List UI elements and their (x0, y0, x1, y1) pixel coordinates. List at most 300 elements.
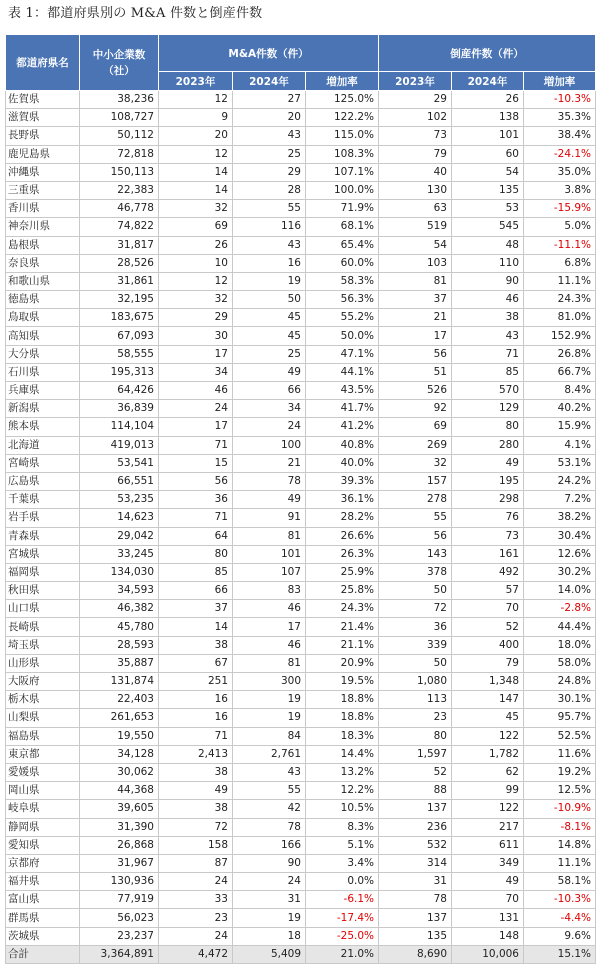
cell-bankruptcy-2023: 63 (379, 200, 452, 218)
cell-prefecture: 茨城県 (6, 927, 80, 945)
cell-ma-2024: 2,761 (233, 745, 306, 763)
cell-ma-increase-rate: 43.5% (306, 382, 379, 400)
cell-ma-2023: 71 (159, 436, 233, 454)
cell-bankruptcy-2023: 29 (379, 91, 452, 109)
cell-ma-increase-rate: 21.0% (306, 945, 379, 963)
cell-prefecture: 沖縄県 (6, 163, 80, 181)
cell-ma-2023: 26 (159, 236, 233, 254)
cell-bankruptcy-2023: 135 (379, 927, 452, 945)
cell-bankruptcy-2024: 10,006 (452, 945, 524, 963)
table-row (6, 582, 596, 600)
cell-ma-2023: 251 (159, 673, 233, 691)
cell-bankruptcy-increase-rate: 18.0% (524, 636, 596, 654)
table-row (6, 709, 596, 727)
cell-bankruptcy-increase-rate: 11.1% (524, 854, 596, 872)
cell-ma-2024: 24 (233, 873, 306, 891)
cell-sme-count: 32,195 (80, 291, 159, 309)
cell-bankruptcy-2024: 85 (452, 363, 524, 381)
table-row (6, 527, 596, 545)
cell-bankruptcy-increase-rate: 4.1% (524, 436, 596, 454)
cell-ma-2024: 16 (233, 254, 306, 272)
cell-ma-2024: 5,409 (233, 945, 306, 963)
cell-bankruptcy-increase-rate: 95.7% (524, 709, 596, 727)
cell-ma-2024: 66 (233, 382, 306, 400)
cell-bankruptcy-2024: 349 (452, 854, 524, 872)
table-body (6, 91, 596, 964)
cell-prefecture: 群馬県 (6, 909, 80, 927)
cell-ma-2023: 38 (159, 800, 233, 818)
cell-ma-2024: 43 (233, 236, 306, 254)
cell-ma-increase-rate: 13.2% (306, 763, 379, 781)
cell-ma-2023: 14 (159, 618, 233, 636)
cell-ma-increase-rate: 20.9% (306, 654, 379, 672)
table-row (6, 127, 596, 145)
cell-prefecture: 徳島県 (6, 291, 80, 309)
cell-ma-2023: 16 (159, 709, 233, 727)
cell-ma-2024: 19 (233, 691, 306, 709)
table-row (6, 854, 596, 872)
cell-sme-count: 58,555 (80, 345, 159, 363)
cell-bankruptcy-2024: 79 (452, 654, 524, 672)
cell-ma-increase-rate: 39.3% (306, 472, 379, 490)
cell-ma-increase-rate: 18.3% (306, 727, 379, 745)
cell-ma-2024: 81 (233, 654, 306, 672)
cell-sme-count: 29,042 (80, 527, 159, 545)
cell-sme-count: 26,868 (80, 836, 159, 854)
table-row (6, 636, 596, 654)
table-row (6, 309, 596, 327)
cell-bankruptcy-2024: 54 (452, 163, 524, 181)
cell-bankruptcy-2024: 62 (452, 763, 524, 781)
cell-bankruptcy-2024: 60 (452, 145, 524, 163)
cell-ma-2024: 25 (233, 145, 306, 163)
cell-ma-increase-rate: 24.3% (306, 600, 379, 618)
cell-bankruptcy-2023: 81 (379, 272, 452, 290)
cell-prefecture: 北海道 (6, 436, 80, 454)
cell-bankruptcy-2023: 137 (379, 800, 452, 818)
cell-bankruptcy-increase-rate: 11.6% (524, 745, 596, 763)
cell-ma-increase-rate: 55.2% (306, 309, 379, 327)
cell-ma-2023: 158 (159, 836, 233, 854)
cell-ma-2024: 49 (233, 491, 306, 509)
table-row (6, 218, 596, 236)
cell-sme-count: 131,874 (80, 673, 159, 691)
cell-ma-increase-rate: 18.8% (306, 691, 379, 709)
cell-ma-2023: 85 (159, 563, 233, 581)
cell-bankruptcy-2024: 135 (452, 181, 524, 199)
cell-bankruptcy-increase-rate: -11.1% (524, 236, 596, 254)
cell-prefecture: 愛媛県 (6, 763, 80, 781)
cell-ma-increase-rate: 125.0% (306, 91, 379, 109)
cell-bankruptcy-2024: 38 (452, 309, 524, 327)
cell-sme-count: 34,128 (80, 745, 159, 763)
table-row (6, 727, 596, 745)
cell-ma-2024: 31 (233, 891, 306, 909)
cell-bankruptcy-2023: 32 (379, 454, 452, 472)
cell-ma-2023: 20 (159, 127, 233, 145)
cell-ma-2024: 28 (233, 181, 306, 199)
cell-bankruptcy-2023: 526 (379, 382, 452, 400)
cell-bankruptcy-increase-rate: 26.8% (524, 345, 596, 363)
table-row (6, 600, 596, 618)
cell-bankruptcy-2023: 1,597 (379, 745, 452, 763)
cell-ma-2023: 80 (159, 545, 233, 563)
cell-bankruptcy-2023: 88 (379, 782, 452, 800)
cell-bankruptcy-2023: 79 (379, 145, 452, 163)
cell-ma-2024: 91 (233, 509, 306, 527)
table-row (6, 145, 596, 163)
cell-prefecture: 愛知県 (6, 836, 80, 854)
cell-ma-increase-rate: 65.4% (306, 236, 379, 254)
header-bankruptcy-2023: 2023年 (379, 72, 452, 91)
cell-bankruptcy-2024: 46 (452, 291, 524, 309)
table-row (6, 91, 596, 109)
cell-ma-increase-rate: 44.1% (306, 363, 379, 381)
header-bankruptcy-increase-rate: 増加率 (524, 72, 596, 91)
cell-ma-2023: 34 (159, 363, 233, 381)
cell-ma-2023: 64 (159, 527, 233, 545)
cell-ma-2024: 84 (233, 727, 306, 745)
cell-ma-2023: 24 (159, 927, 233, 945)
cell-bankruptcy-2023: 52 (379, 763, 452, 781)
cell-bankruptcy-2024: 99 (452, 782, 524, 800)
cell-sme-count: 74,822 (80, 218, 159, 236)
cell-bankruptcy-increase-rate: 11.1% (524, 272, 596, 290)
cell-sme-count: 114,104 (80, 418, 159, 436)
header-sme-count (80, 35, 159, 91)
header-sme-line2: （社） (103, 64, 135, 77)
cell-prefecture: 東京都 (6, 745, 80, 763)
cell-bankruptcy-2024: 80 (452, 418, 524, 436)
cell-bankruptcy-2023: 72 (379, 600, 452, 618)
cell-bankruptcy-increase-rate: 15.1% (524, 945, 596, 963)
cell-ma-increase-rate: 115.0% (306, 127, 379, 145)
cell-bankruptcy-2023: 1,080 (379, 673, 452, 691)
cell-ma-2023: 15 (159, 454, 233, 472)
cell-bankruptcy-2023: 17 (379, 327, 452, 345)
cell-bankruptcy-2023: 51 (379, 363, 452, 381)
table-row (6, 491, 596, 509)
cell-sme-count: 53,541 (80, 454, 159, 472)
cell-sme-count: 31,390 (80, 818, 159, 836)
cell-bankruptcy-increase-rate: 12.6% (524, 545, 596, 563)
cell-sme-count: 38,236 (80, 91, 159, 109)
cell-bankruptcy-2024: 217 (452, 818, 524, 836)
cell-prefecture: 福井県 (6, 873, 80, 891)
cell-sme-count: 67,093 (80, 327, 159, 345)
cell-bankruptcy-2024: 73 (452, 527, 524, 545)
cell-ma-2023: 17 (159, 345, 233, 363)
cell-bankruptcy-2023: 40 (379, 163, 452, 181)
cell-bankruptcy-2023: 56 (379, 345, 452, 363)
table-row (6, 163, 596, 181)
cell-ma-increase-rate: -17.4% (306, 909, 379, 927)
cell-prefecture: 山口県 (6, 600, 80, 618)
cell-ma-2023: 32 (159, 200, 233, 218)
cell-bankruptcy-2023: 269 (379, 436, 452, 454)
table-row (6, 654, 596, 672)
cell-sme-count: 261,653 (80, 709, 159, 727)
table-row (6, 673, 596, 691)
cell-bankruptcy-increase-rate: 8.4% (524, 382, 596, 400)
cell-bankruptcy-2024: 298 (452, 491, 524, 509)
table-row (6, 272, 596, 290)
cell-bankruptcy-2024: 122 (452, 727, 524, 745)
table-row (6, 236, 596, 254)
cell-bankruptcy-increase-rate: -10.9% (524, 800, 596, 818)
cell-prefecture: 宮崎県 (6, 454, 80, 472)
cell-prefecture: 福島県 (6, 727, 80, 745)
cell-ma-increase-rate: 12.2% (306, 782, 379, 800)
cell-bankruptcy-increase-rate: 24.2% (524, 472, 596, 490)
header-ma-2024: 2024年 (233, 72, 306, 91)
cell-prefecture: 千葉県 (6, 491, 80, 509)
cell-bankruptcy-2023: 31 (379, 873, 452, 891)
cell-bankruptcy-2024: 57 (452, 582, 524, 600)
cell-ma-2024: 46 (233, 600, 306, 618)
cell-bankruptcy-2024: 43 (452, 327, 524, 345)
cell-ma-2023: 24 (159, 873, 233, 891)
cell-bankruptcy-2023: 36 (379, 618, 452, 636)
cell-ma-2024: 19 (233, 272, 306, 290)
cell-ma-increase-rate: 108.3% (306, 145, 379, 163)
cell-bankruptcy-increase-rate: 81.0% (524, 309, 596, 327)
cell-ma-increase-rate: 10.5% (306, 800, 379, 818)
cell-ma-2024: 116 (233, 218, 306, 236)
cell-bankruptcy-2024: 129 (452, 400, 524, 418)
cell-bankruptcy-2023: 339 (379, 636, 452, 654)
cell-bankruptcy-increase-rate: 30.4% (524, 527, 596, 545)
table-row (6, 545, 596, 563)
cell-prefecture: 長野県 (6, 127, 80, 145)
cell-ma-2023: 32 (159, 291, 233, 309)
cell-ma-increase-rate: 8.3% (306, 818, 379, 836)
cell-bankruptcy-2024: 101 (452, 127, 524, 145)
cell-prefecture: 京都府 (6, 854, 80, 872)
cell-sme-count: 33,245 (80, 545, 159, 563)
cell-prefecture: 埼玉県 (6, 636, 80, 654)
cell-ma-2024: 101 (233, 545, 306, 563)
cell-prefecture: 岡山県 (6, 782, 80, 800)
cell-ma-2024: 90 (233, 854, 306, 872)
cell-bankruptcy-increase-rate: 9.6% (524, 927, 596, 945)
cell-prefecture: 高知県 (6, 327, 80, 345)
cell-ma-2024: 19 (233, 709, 306, 727)
cell-ma-increase-rate: 41.2% (306, 418, 379, 436)
cell-ma-increase-rate: 56.3% (306, 291, 379, 309)
cell-sme-count: 56,023 (80, 909, 159, 927)
cell-sme-count: 64,426 (80, 382, 159, 400)
cell-bankruptcy-2024: 49 (452, 873, 524, 891)
cell-bankruptcy-2023: 78 (379, 891, 452, 909)
table-row (6, 254, 596, 272)
cell-ma-2023: 33 (159, 891, 233, 909)
cell-ma-2023: 14 (159, 163, 233, 181)
cell-ma-increase-rate: 100.0% (306, 181, 379, 199)
cell-ma-2023: 66 (159, 582, 233, 600)
cell-ma-increase-rate: 40.0% (306, 454, 379, 472)
table-row (6, 436, 596, 454)
cell-ma-2024: 45 (233, 327, 306, 345)
table-row (6, 181, 596, 199)
cell-ma-increase-rate: 122.2% (306, 109, 379, 127)
table-row (6, 927, 596, 945)
cell-ma-2023: 36 (159, 491, 233, 509)
cell-bankruptcy-2023: 532 (379, 836, 452, 854)
cell-sme-count: 108,727 (80, 109, 159, 127)
cell-ma-2024: 46 (233, 636, 306, 654)
cell-ma-increase-rate: 0.0% (306, 873, 379, 891)
cell-prefecture: 山形県 (6, 654, 80, 672)
cell-prefecture: 滋賀県 (6, 109, 80, 127)
cell-ma-2023: 17 (159, 418, 233, 436)
cell-ma-2023: 71 (159, 509, 233, 527)
table-row (6, 345, 596, 363)
cell-ma-2024: 55 (233, 782, 306, 800)
cell-ma-2023: 38 (159, 636, 233, 654)
cell-bankruptcy-increase-rate: 40.2% (524, 400, 596, 418)
cell-ma-increase-rate: 25.9% (306, 563, 379, 581)
table-row (6, 200, 596, 218)
cell-sme-count: 28,593 (80, 636, 159, 654)
cell-bankruptcy-increase-rate: 24.3% (524, 291, 596, 309)
cell-ma-2024: 25 (233, 345, 306, 363)
cell-bankruptcy-increase-rate: 12.5% (524, 782, 596, 800)
cell-ma-2024: 19 (233, 909, 306, 927)
cell-bankruptcy-2024: 570 (452, 382, 524, 400)
cell-ma-2023: 56 (159, 472, 233, 490)
cell-ma-2024: 43 (233, 763, 306, 781)
cell-bankruptcy-increase-rate: 38.4% (524, 127, 596, 145)
cell-sme-count: 35,887 (80, 654, 159, 672)
cell-ma-increase-rate: 36.1% (306, 491, 379, 509)
cell-bankruptcy-2023: 130 (379, 181, 452, 199)
cell-bankruptcy-2023: 8,690 (379, 945, 452, 963)
cell-sme-count: 23,237 (80, 927, 159, 945)
cell-bankruptcy-2024: 76 (452, 509, 524, 527)
cell-bankruptcy-2023: 56 (379, 527, 452, 545)
table-row (6, 745, 596, 763)
cell-sme-count: 419,013 (80, 436, 159, 454)
cell-ma-2024: 34 (233, 400, 306, 418)
cell-sme-count: 39,605 (80, 800, 159, 818)
cell-bankruptcy-2024: 147 (452, 691, 524, 709)
table-row (6, 800, 596, 818)
cell-ma-increase-rate: -25.0% (306, 927, 379, 945)
table-row (6, 472, 596, 490)
cell-bankruptcy-increase-rate: -15.9% (524, 200, 596, 218)
cell-bankruptcy-2024: 611 (452, 836, 524, 854)
cell-bankruptcy-increase-rate: 35.0% (524, 163, 596, 181)
cell-bankruptcy-increase-rate: -2.8% (524, 600, 596, 618)
cell-prefecture: 富山県 (6, 891, 80, 909)
cell-bankruptcy-2023: 137 (379, 909, 452, 927)
cell-prefecture: 神奈川県 (6, 218, 80, 236)
cell-ma-increase-rate: 26.6% (306, 527, 379, 545)
cell-ma-2024: 78 (233, 472, 306, 490)
cell-ma-increase-rate: 5.1% (306, 836, 379, 854)
cell-prefecture: 合計 (6, 945, 80, 963)
cell-bankruptcy-2024: 280 (452, 436, 524, 454)
cell-bankruptcy-2024: 52 (452, 618, 524, 636)
cell-ma-increase-rate: 68.1% (306, 218, 379, 236)
cell-sme-count: 31,817 (80, 236, 159, 254)
cell-ma-increase-rate: 107.1% (306, 163, 379, 181)
cell-bankruptcy-increase-rate: -10.3% (524, 891, 596, 909)
cell-ma-2024: 17 (233, 618, 306, 636)
table-row (6, 400, 596, 418)
cell-bankruptcy-2023: 92 (379, 400, 452, 418)
cell-bankruptcy-2023: 37 (379, 291, 452, 309)
cell-prefecture: 熊本県 (6, 418, 80, 436)
table-caption: 表 1：都道府県別の M&A 件数と倒産件数 (8, 6, 263, 21)
cell-ma-2024: 42 (233, 800, 306, 818)
table-row (6, 454, 596, 472)
cell-ma-2023: 71 (159, 727, 233, 745)
cell-ma-increase-rate: 18.8% (306, 709, 379, 727)
cell-ma-2024: 81 (233, 527, 306, 545)
cell-ma-2023: 87 (159, 854, 233, 872)
cell-bankruptcy-2024: 492 (452, 563, 524, 581)
cell-ma-increase-rate: 28.2% (306, 509, 379, 527)
cell-prefecture: 大阪府 (6, 673, 80, 691)
cell-bankruptcy-2023: 103 (379, 254, 452, 272)
cell-bankruptcy-2024: 90 (452, 272, 524, 290)
cell-bankruptcy-2023: 157 (379, 472, 452, 490)
cell-prefecture: 鹿児島県 (6, 145, 80, 163)
cell-bankruptcy-increase-rate: 44.4% (524, 618, 596, 636)
cell-sme-count: 30,062 (80, 763, 159, 781)
cell-prefecture: 奈良県 (6, 254, 80, 272)
cell-prefecture: 島根県 (6, 236, 80, 254)
cell-bankruptcy-2024: 138 (452, 109, 524, 127)
cell-ma-2023: 9 (159, 109, 233, 127)
cell-prefecture: 大分県 (6, 345, 80, 363)
cell-bankruptcy-2023: 55 (379, 509, 452, 527)
cell-bankruptcy-increase-rate: -4.4% (524, 909, 596, 927)
cell-ma-increase-rate: 3.4% (306, 854, 379, 872)
cell-ma-increase-rate: 71.9% (306, 200, 379, 218)
cell-bankruptcy-2024: 1,782 (452, 745, 524, 763)
cell-ma-2023: 23 (159, 909, 233, 927)
cell-ma-increase-rate: -6.1% (306, 891, 379, 909)
cell-bankruptcy-2024: 545 (452, 218, 524, 236)
table-row (6, 563, 596, 581)
cell-bankruptcy-2024: 122 (452, 800, 524, 818)
cell-ma-2024: 83 (233, 582, 306, 600)
cell-prefecture: 山梨県 (6, 709, 80, 727)
cell-ma-2024: 49 (233, 363, 306, 381)
cell-bankruptcy-2024: 49 (452, 454, 524, 472)
cell-ma-2023: 67 (159, 654, 233, 672)
cell-prefecture: 佐賀県 (6, 91, 80, 109)
cell-bankruptcy-2023: 80 (379, 727, 452, 745)
cell-bankruptcy-increase-rate: 30.2% (524, 563, 596, 581)
cell-bankruptcy-increase-rate: 6.8% (524, 254, 596, 272)
cell-ma-2024: 107 (233, 563, 306, 581)
cell-bankruptcy-2023: 236 (379, 818, 452, 836)
table-row (6, 782, 596, 800)
cell-bankruptcy-increase-rate: -8.1% (524, 818, 596, 836)
cell-sme-count: 31,967 (80, 854, 159, 872)
cell-ma-increase-rate: 26.3% (306, 545, 379, 563)
cell-prefecture: 福岡県 (6, 563, 80, 581)
table-row (6, 818, 596, 836)
cell-sme-count: 46,778 (80, 200, 159, 218)
table-row (6, 327, 596, 345)
cell-bankruptcy-increase-rate: 15.9% (524, 418, 596, 436)
cell-ma-2023: 16 (159, 691, 233, 709)
